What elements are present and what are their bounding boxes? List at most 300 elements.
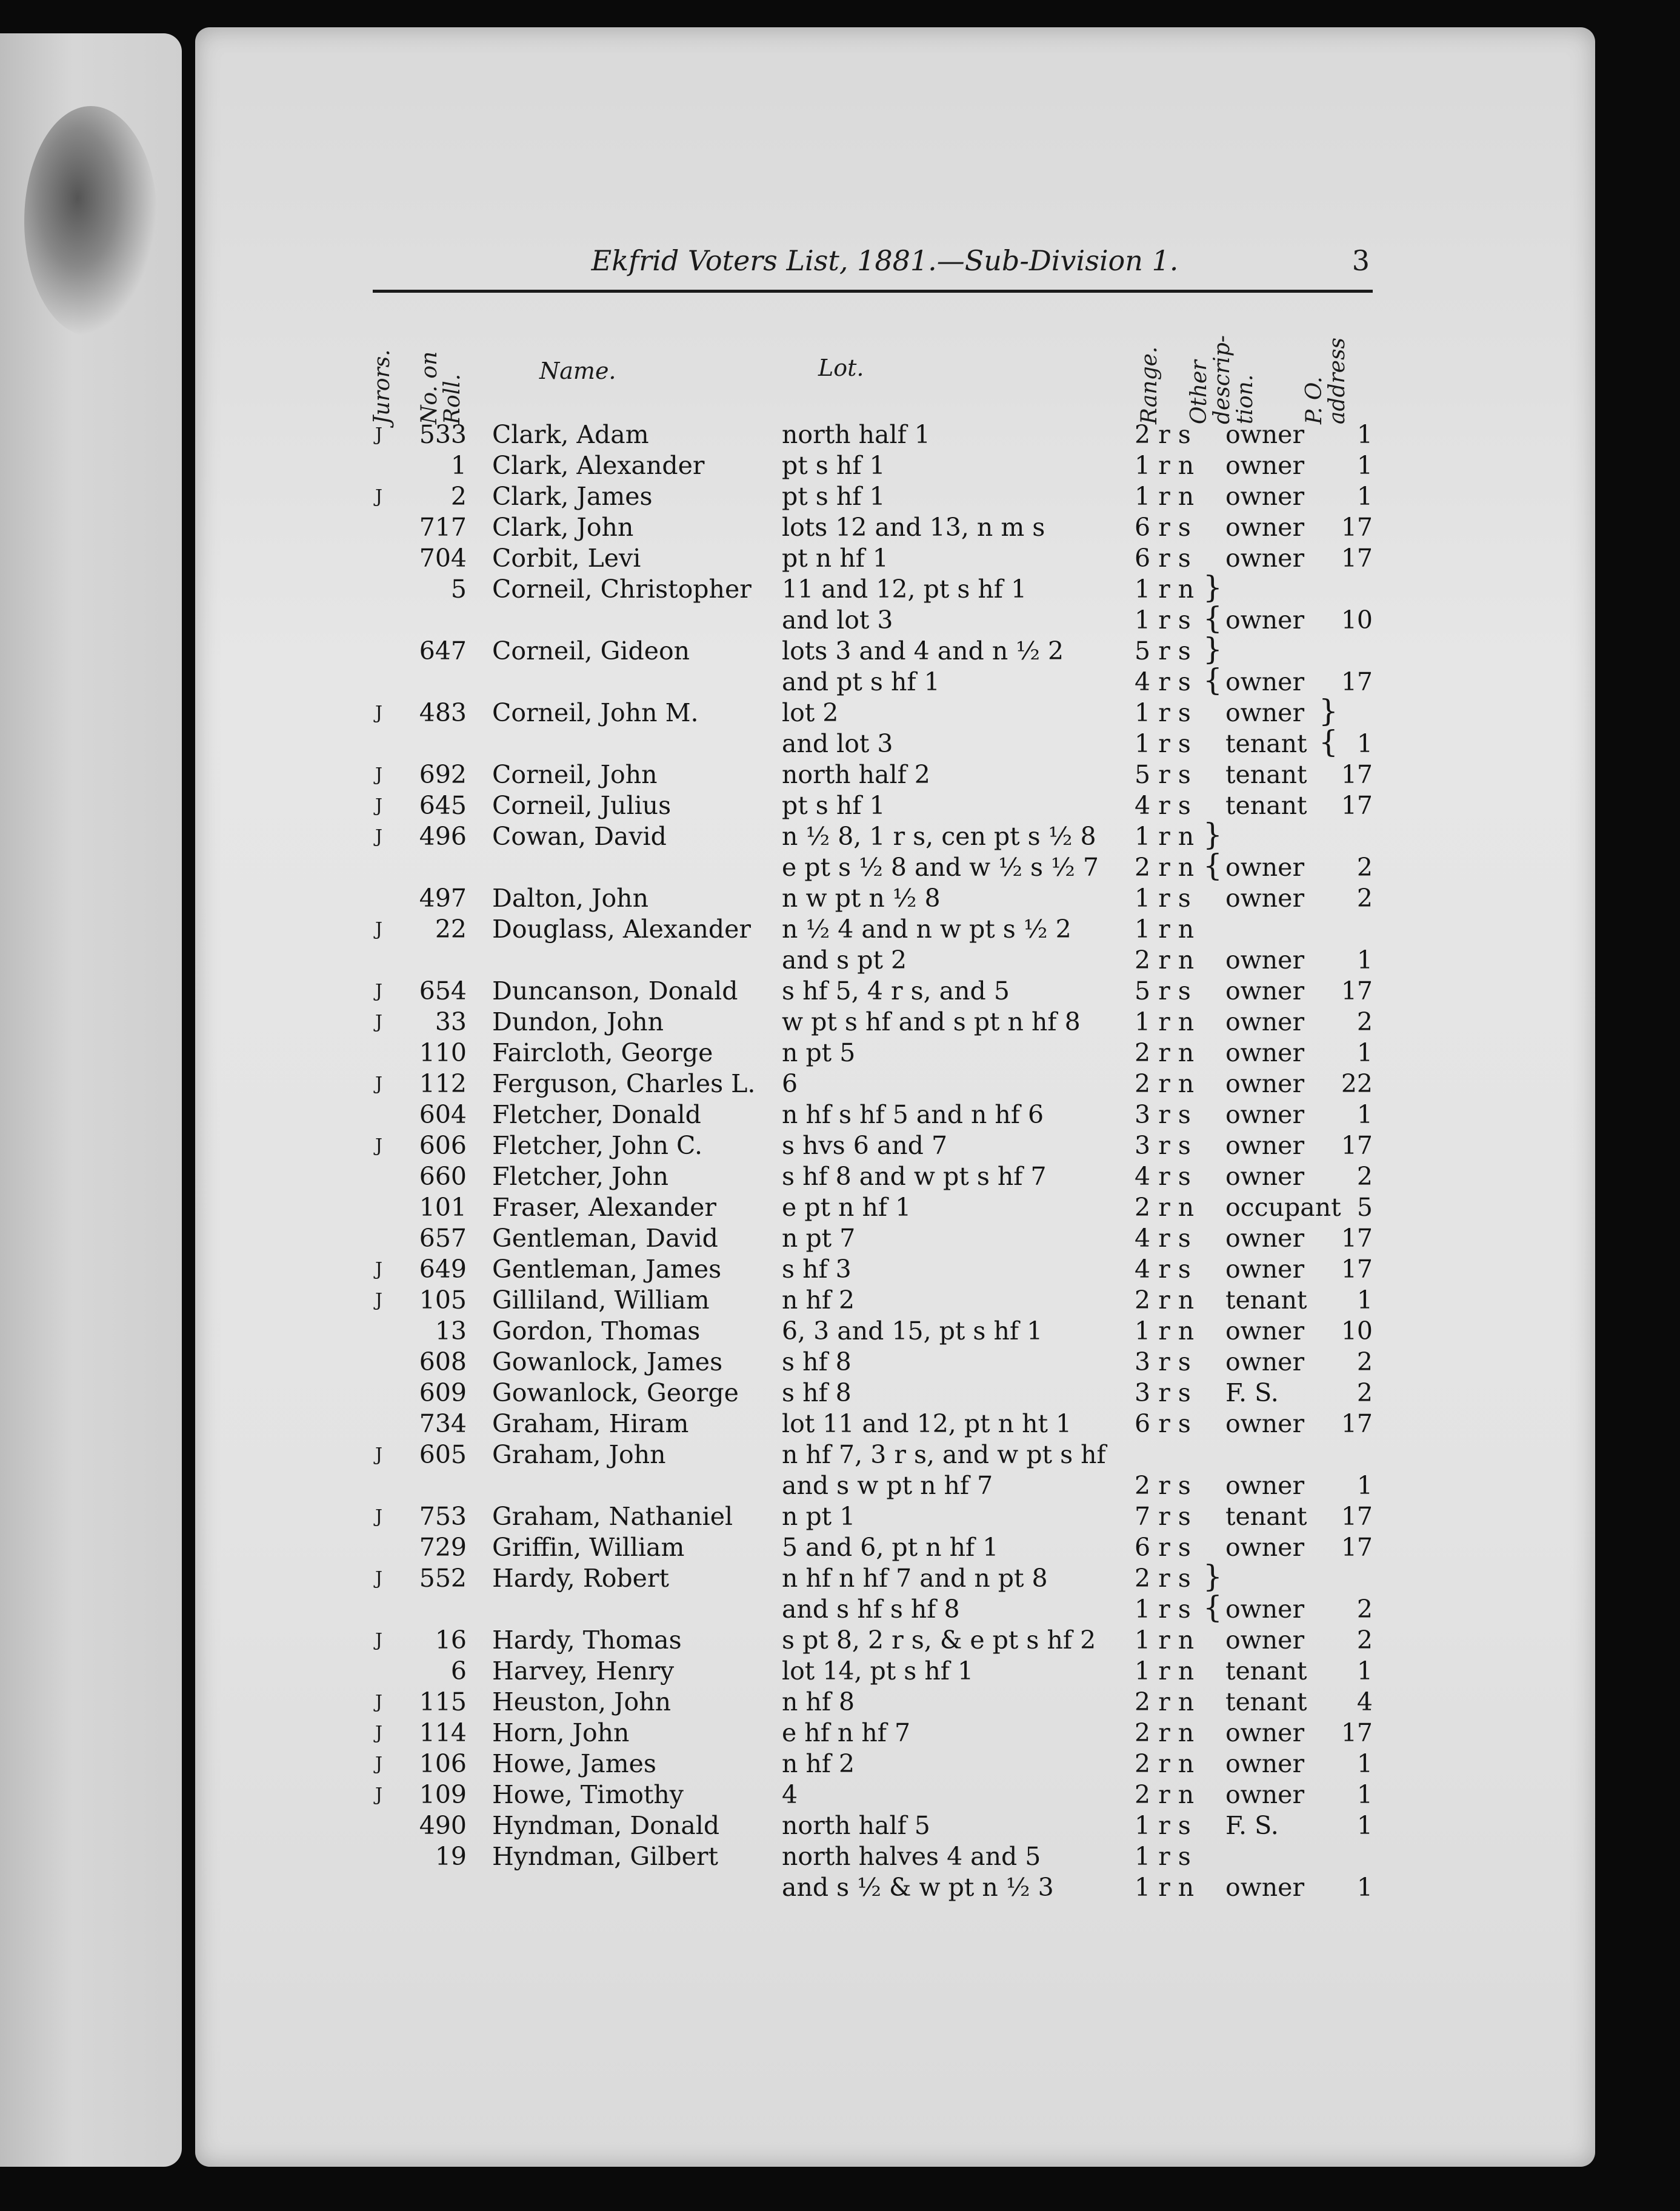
lot-description: and lot 3 xyxy=(782,605,893,635)
po-address: 17 xyxy=(1341,760,1373,789)
table-row xyxy=(0,790,1680,821)
range: 1 r n xyxy=(1135,1316,1195,1346)
roll-number: 496 xyxy=(419,822,467,851)
table-row xyxy=(0,883,1680,914)
juror-mark: J xyxy=(375,981,383,1002)
other-description: owner xyxy=(1225,1533,1305,1562)
range: 1 r s xyxy=(1135,698,1191,727)
table-row xyxy=(0,481,1680,512)
other-description: owner xyxy=(1225,1626,1305,1655)
po-address: 17 xyxy=(1341,976,1373,1005)
range: 1 r n xyxy=(1135,1873,1195,1902)
po-address: 2 xyxy=(1356,1007,1373,1036)
lot-description: n hf 7, 3 r s, and w pt s hf xyxy=(782,1440,1106,1469)
table-row xyxy=(0,945,1680,976)
roll-number: 6 xyxy=(450,1656,467,1686)
voter-name: Duncanson, Donald xyxy=(492,976,738,1005)
lot-description: 6, 3 and 15, pt s hf 1 xyxy=(782,1316,1043,1346)
other-description: owner xyxy=(1225,1131,1305,1160)
table-row xyxy=(0,512,1680,543)
roll-number: 110 xyxy=(419,1038,467,1067)
po-address: 10 xyxy=(1341,1316,1373,1346)
lot-description: lot 2 xyxy=(782,698,839,727)
table-row xyxy=(0,693,1680,729)
table-row xyxy=(0,1378,1680,1409)
other-description: owner xyxy=(1225,420,1305,449)
lot-description: s hf 8 xyxy=(782,1378,852,1407)
range: 2 r n xyxy=(1135,1718,1195,1747)
lot-description: n w pt n ½ 8 xyxy=(782,884,941,913)
po-address: 1 xyxy=(1356,1749,1373,1778)
roll-number: 657 xyxy=(419,1224,467,1253)
lot-description: n pt 5 xyxy=(782,1038,856,1067)
range: 1 r s xyxy=(1135,1842,1191,1871)
page-header-title: Ekfrid Voters List, 1881.—Sub-Division 1. xyxy=(591,244,1179,277)
roll-number: 1 xyxy=(450,451,467,480)
lot-description: n pt 7 xyxy=(782,1224,856,1253)
voter-name: Douglass, Alexander xyxy=(492,915,751,944)
po-address: 17 xyxy=(1341,667,1373,696)
roll-number: 605 xyxy=(419,1440,467,1469)
roll-number: 604 xyxy=(419,1100,467,1129)
range-brace: { xyxy=(1203,601,1222,636)
voter-name: Dundon, John xyxy=(492,1007,664,1036)
column-header-lot: Lot. xyxy=(818,355,864,381)
po-address: 1 xyxy=(1356,1780,1373,1809)
column-header-jurors: Jurors. xyxy=(370,349,395,424)
juror-mark: J xyxy=(375,826,383,847)
other-description: owner xyxy=(1225,513,1305,542)
other-description: owner xyxy=(1225,1255,1305,1284)
juror-mark: J xyxy=(375,1290,383,1311)
other-description: tenant xyxy=(1225,791,1307,820)
table-row xyxy=(0,1192,1680,1223)
range-brace: { xyxy=(1203,662,1222,698)
roll-number: 109 xyxy=(419,1780,467,1809)
range: 1 r n xyxy=(1135,1656,1195,1686)
table-row xyxy=(0,1347,1680,1378)
table-row xyxy=(0,1223,1680,1254)
lot-description: lot 11 and 12, pt n ht 1 xyxy=(782,1409,1072,1438)
roll-number: 483 xyxy=(419,698,467,727)
table-row xyxy=(0,1779,1680,1810)
table-row xyxy=(0,724,1680,759)
range: 1 r s xyxy=(1135,729,1191,758)
lot-description: w pt s hf and s pt n hf 8 xyxy=(782,1007,1081,1036)
lot-description: north half 5 xyxy=(782,1811,930,1840)
other-description: F. S. xyxy=(1225,1378,1279,1407)
lot-description: 6 xyxy=(782,1069,798,1098)
lot-description: n ½ 4 and n w pt s ½ 2 xyxy=(782,915,1072,944)
other-description: owner xyxy=(1225,1471,1305,1500)
voter-name: Fletcher, John xyxy=(492,1162,669,1191)
other-description: owner xyxy=(1225,853,1305,882)
range: 1 r n xyxy=(1135,1007,1195,1036)
juror-mark: J xyxy=(375,486,383,507)
po-address: 17 xyxy=(1341,1502,1373,1531)
po-address: 17 xyxy=(1341,791,1373,820)
other-description: tenant xyxy=(1225,1687,1307,1716)
table-row xyxy=(0,1841,1680,1872)
column-header-name: Name. xyxy=(539,358,616,384)
lot-description: pt n hf 1 xyxy=(782,544,888,573)
lot-description: s hf 8 xyxy=(782,1347,852,1376)
range: 3 r s xyxy=(1135,1378,1191,1407)
lot-description: e hf n hf 7 xyxy=(782,1718,911,1747)
voter-name: Heuston, John xyxy=(492,1687,672,1716)
roll-number: 33 xyxy=(435,1007,467,1036)
other-description: owner xyxy=(1225,884,1305,913)
voter-name: Fraser, Alexander xyxy=(492,1193,717,1222)
table-row xyxy=(0,1810,1680,1841)
juror-mark: J xyxy=(375,1784,383,1806)
other-description: owner xyxy=(1225,1038,1305,1067)
juror-mark: J xyxy=(375,424,383,445)
other-description: owner xyxy=(1225,1595,1305,1624)
po-address: 17 xyxy=(1341,513,1373,542)
table-row xyxy=(0,1285,1680,1316)
range: 3 r s xyxy=(1135,1347,1191,1376)
lot-description: north half 1 xyxy=(782,420,930,449)
range: 4 r s xyxy=(1135,1255,1191,1284)
range: 3 r s xyxy=(1135,1100,1191,1129)
roll-number: 704 xyxy=(419,544,467,573)
table-row xyxy=(0,1099,1680,1130)
column-header-other-description: Other descrip- tion. xyxy=(1187,335,1258,424)
other-description: owner xyxy=(1225,1007,1305,1036)
lot-description: north half 2 xyxy=(782,760,930,789)
description-brace: { xyxy=(1319,724,1338,759)
range: 2 r s xyxy=(1135,420,1191,449)
other-description: occupant xyxy=(1225,1193,1341,1222)
page-number: 3 xyxy=(1352,244,1370,277)
other-description: tenant xyxy=(1225,1502,1307,1531)
voter-name: Clark, Alexander xyxy=(492,451,705,480)
roll-number: 608 xyxy=(419,1347,467,1376)
table-row xyxy=(0,1718,1680,1749)
other-description: owner xyxy=(1225,1749,1305,1778)
po-address: 17 xyxy=(1341,1533,1373,1562)
voter-name: Gowanlock, James xyxy=(492,1347,723,1376)
table-row xyxy=(0,1316,1680,1347)
juror-mark: J xyxy=(375,795,383,816)
range: 7 r s xyxy=(1135,1502,1191,1531)
other-description: owner xyxy=(1225,698,1305,727)
lot-description: e pt s ½ 8 and w ½ s ½ 7 xyxy=(782,853,1099,882)
column-header-range: Range. xyxy=(1137,346,1162,424)
voter-name: Graham, Nathaniel xyxy=(492,1502,733,1531)
range: 4 r s xyxy=(1135,1224,1191,1253)
voter-name: Clark, James xyxy=(492,482,653,511)
lot-description: 4 xyxy=(782,1780,798,1809)
voter-name: Gilliland, William xyxy=(492,1286,710,1315)
lot-description: n hf n hf 7 and n pt 8 xyxy=(782,1564,1048,1593)
po-address: 2 xyxy=(1356,1347,1373,1376)
voter-name: Hyndman, Donald xyxy=(492,1811,720,1840)
roll-number: 753 xyxy=(419,1502,467,1531)
table-row xyxy=(0,1656,1680,1687)
voter-name: Gentleman, David xyxy=(492,1224,718,1253)
other-description: tenant xyxy=(1225,1286,1307,1315)
roll-number: 13 xyxy=(435,1316,467,1346)
table-row xyxy=(0,1625,1680,1656)
po-address: 1 xyxy=(1356,1471,1373,1500)
lot-description: n hf 8 xyxy=(782,1687,855,1716)
lot-description: 5 and 6, pt n hf 1 xyxy=(782,1533,999,1562)
voter-name: Fletcher, John C. xyxy=(492,1131,702,1160)
juror-mark: J xyxy=(375,1753,383,1775)
juror-mark: J xyxy=(375,1722,383,1744)
range: 1 r n xyxy=(1135,451,1195,480)
lot-description: and s w pt n hf 7 xyxy=(782,1471,993,1500)
table-row xyxy=(0,848,1680,883)
roll-number: 114 xyxy=(419,1718,467,1747)
voter-name: Griffin, William xyxy=(492,1533,685,1562)
juror-mark: J xyxy=(375,702,383,724)
table-row xyxy=(0,1038,1680,1069)
roll-number: 106 xyxy=(419,1749,467,1778)
table-row xyxy=(0,1470,1680,1501)
table-row xyxy=(0,601,1680,636)
po-address: 17 xyxy=(1341,1224,1373,1253)
other-description: owner xyxy=(1225,605,1305,635)
po-address: 1 xyxy=(1356,1100,1373,1129)
lot-description: n hf 2 xyxy=(782,1286,855,1315)
stain xyxy=(24,106,158,336)
range: 4 r s xyxy=(1135,1162,1191,1191)
po-address: 17 xyxy=(1341,544,1373,573)
table-row xyxy=(0,662,1680,698)
po-address: 2 xyxy=(1356,1162,1373,1191)
lot-description: n ½ 8, 1 r s, cen pt s ½ 8 xyxy=(782,822,1096,851)
range: 1 r s xyxy=(1135,605,1191,635)
range: 2 r n xyxy=(1135,1038,1195,1067)
lot-description: pt s hf 1 xyxy=(782,482,885,511)
po-address: 1 xyxy=(1356,482,1373,511)
table-row xyxy=(0,1749,1680,1779)
lot-description: n hf s hf 5 and n hf 6 xyxy=(782,1100,1044,1129)
table-row xyxy=(0,450,1680,481)
other-description: owner xyxy=(1225,451,1305,480)
range: 1 r n xyxy=(1135,822,1195,851)
lot-description: pt s hf 1 xyxy=(782,791,885,820)
lot-description: and s pt 2 xyxy=(782,945,907,975)
voter-name: Corneil, Gideon xyxy=(492,636,690,665)
juror-mark: J xyxy=(375,1135,383,1156)
range-brace: { xyxy=(1203,848,1222,883)
other-description: owner xyxy=(1225,1873,1305,1902)
roll-number: 649 xyxy=(419,1255,467,1284)
table-row xyxy=(0,914,1680,945)
range: 6 r s xyxy=(1135,513,1191,542)
other-description: owner xyxy=(1225,482,1305,511)
table-row xyxy=(0,1687,1680,1718)
voter-name: Corneil, John xyxy=(492,760,658,789)
range: 1 r s xyxy=(1135,884,1191,913)
roll-number: 606 xyxy=(419,1131,467,1160)
po-address: 1 xyxy=(1356,1038,1373,1067)
other-description: owner xyxy=(1225,1409,1305,1438)
column-header-po-address: P. O. address xyxy=(1302,337,1350,424)
voter-name: Clark, Adam xyxy=(492,420,649,449)
table-row xyxy=(0,759,1680,790)
juror-mark: J xyxy=(375,1073,383,1095)
po-address: 1 xyxy=(1356,420,1373,449)
voter-name: Hyndman, Gilbert xyxy=(492,1842,718,1871)
range: 1 r n xyxy=(1135,915,1195,944)
range: 4 r s xyxy=(1135,667,1191,696)
po-address: 2 xyxy=(1356,1595,1373,1624)
range: 2 r s xyxy=(1135,1471,1191,1500)
range-brace: } xyxy=(1203,1559,1222,1594)
po-address: 2 xyxy=(1356,884,1373,913)
juror-mark: J xyxy=(375,919,383,940)
range: 2 r n xyxy=(1135,853,1195,882)
juror-mark: J xyxy=(375,1012,383,1033)
table-row xyxy=(0,1872,1680,1903)
table-row xyxy=(0,570,1680,605)
juror-mark: J xyxy=(375,764,383,785)
po-address: 10 xyxy=(1341,605,1373,635)
roll-number: 660 xyxy=(419,1162,467,1191)
juror-mark: J xyxy=(375,1692,383,1713)
range: 4 r s xyxy=(1135,791,1191,820)
po-address: 4 xyxy=(1356,1687,1373,1716)
po-address: 1 xyxy=(1356,1811,1373,1840)
lot-description: pt s hf 1 xyxy=(782,451,885,480)
po-address: 17 xyxy=(1341,1718,1373,1747)
other-description: owner xyxy=(1225,544,1305,573)
other-description: tenant xyxy=(1225,1656,1307,1686)
other-description: owner xyxy=(1225,1224,1305,1253)
voter-name: Cowan, David xyxy=(492,822,667,851)
table-row xyxy=(0,1130,1680,1161)
juror-mark: J xyxy=(375,1259,383,1280)
lot-description: s hf 8 and w pt s hf 7 xyxy=(782,1162,1047,1191)
range: 2 r n xyxy=(1135,1193,1195,1222)
roll-number: 734 xyxy=(419,1409,467,1438)
table-row xyxy=(0,817,1680,852)
voter-name: Graham, Hiram xyxy=(492,1409,689,1438)
voter-name: Hardy, Robert xyxy=(492,1564,669,1593)
range: 2 r n xyxy=(1135,1286,1195,1315)
range: 1 r n xyxy=(1135,482,1195,511)
range: 2 r n xyxy=(1135,1069,1195,1098)
po-address: 17 xyxy=(1341,1255,1373,1284)
roll-number: 16 xyxy=(435,1626,467,1655)
voter-name: Corneil, Christopher xyxy=(492,575,752,604)
lot-description: n pt 1 xyxy=(782,1502,856,1531)
po-address: 2 xyxy=(1356,1626,1373,1655)
table-row xyxy=(0,1590,1680,1625)
voter-name: Corneil, John M. xyxy=(492,698,699,727)
voter-name: Fletcher, Donald xyxy=(492,1100,701,1129)
po-address: 22 xyxy=(1341,1069,1373,1098)
table-row xyxy=(0,1501,1680,1532)
voter-name: Graham, John xyxy=(492,1440,666,1469)
roll-number: 497 xyxy=(419,884,467,913)
lot-description: north halves 4 and 5 xyxy=(782,1842,1041,1871)
table-row xyxy=(0,543,1680,574)
other-description: owner xyxy=(1225,1162,1305,1191)
lot-description: and lot 3 xyxy=(782,729,893,758)
table-row xyxy=(0,1161,1680,1192)
range: 2 r n xyxy=(1135,1749,1195,1778)
range: 5 r s xyxy=(1135,636,1191,665)
po-address: 2 xyxy=(1356,853,1373,882)
po-address: 2 xyxy=(1356,1378,1373,1407)
range: 3 r s xyxy=(1135,1131,1191,1160)
roll-number: 647 xyxy=(419,636,467,665)
po-address: 1 xyxy=(1356,451,1373,480)
range: 1 r s xyxy=(1135,1811,1191,1840)
range-brace: } xyxy=(1203,570,1222,605)
description-brace: } xyxy=(1319,693,1338,729)
lot-description: e pt n hf 1 xyxy=(782,1193,912,1222)
range: 2 r n xyxy=(1135,1780,1195,1809)
roll-number: 717 xyxy=(419,513,467,542)
lot-description: n hf 2 xyxy=(782,1749,855,1778)
table-row xyxy=(0,1254,1680,1285)
lot-description: and s hf s hf 8 xyxy=(782,1595,960,1624)
voter-name: Hardy, Thomas xyxy=(492,1626,682,1655)
po-address: 5 xyxy=(1356,1193,1373,1222)
juror-mark: J xyxy=(375,1568,383,1589)
range: 2 r n xyxy=(1135,945,1195,975)
range-brace: } xyxy=(1203,817,1222,852)
other-description: owner xyxy=(1225,1316,1305,1346)
table-row xyxy=(0,1559,1680,1594)
table-row xyxy=(0,976,1680,1007)
voter-name: Faircloth, George xyxy=(492,1038,713,1067)
roll-number: 105 xyxy=(419,1286,467,1315)
roll-number: 609 xyxy=(419,1378,467,1407)
other-description: owner xyxy=(1225,945,1305,975)
roll-number: 729 xyxy=(419,1533,467,1562)
range: 5 r s xyxy=(1135,976,1191,1005)
lot-description: s hf 5, 4 r s, and 5 xyxy=(782,976,1010,1005)
column-header-no-on-roll: No. on Roll. xyxy=(417,351,465,424)
voter-name: Corneil, Julius xyxy=(492,791,672,820)
roll-number: 490 xyxy=(419,1811,467,1840)
juror-mark: J xyxy=(375,1506,383,1527)
voter-name: Gowanlock, George xyxy=(492,1378,739,1407)
lot-description: s hvs 6 and 7 xyxy=(782,1131,948,1160)
lot-description: lot 14, pt s hf 1 xyxy=(782,1656,974,1686)
range-brace: } xyxy=(1203,632,1222,667)
voter-name: Harvey, Henry xyxy=(492,1656,675,1686)
lot-description: s pt 8, 2 r s, & e pt s hf 2 xyxy=(782,1626,1096,1655)
range: 1 r n xyxy=(1135,1626,1195,1655)
roll-number: 645 xyxy=(419,791,467,820)
range: 6 r s xyxy=(1135,1533,1191,1562)
roll-number: 654 xyxy=(419,976,467,1005)
po-address: 1 xyxy=(1356,945,1373,975)
table-row xyxy=(0,419,1680,450)
range: 5 r s xyxy=(1135,760,1191,789)
po-address: 1 xyxy=(1356,729,1373,758)
roll-number: 22 xyxy=(435,915,467,944)
roll-number: 5 xyxy=(450,575,467,604)
table-row xyxy=(0,1007,1680,1038)
roll-number: 19 xyxy=(435,1842,467,1871)
juror-mark: J xyxy=(375,1444,383,1466)
lot-description: lots 12 and 13, n m s xyxy=(782,513,1045,542)
range: 1 r s xyxy=(1135,1595,1191,1624)
table-row xyxy=(0,632,1680,667)
lot-description: s hf 3 xyxy=(782,1255,852,1284)
po-address: 1 xyxy=(1356,1873,1373,1902)
